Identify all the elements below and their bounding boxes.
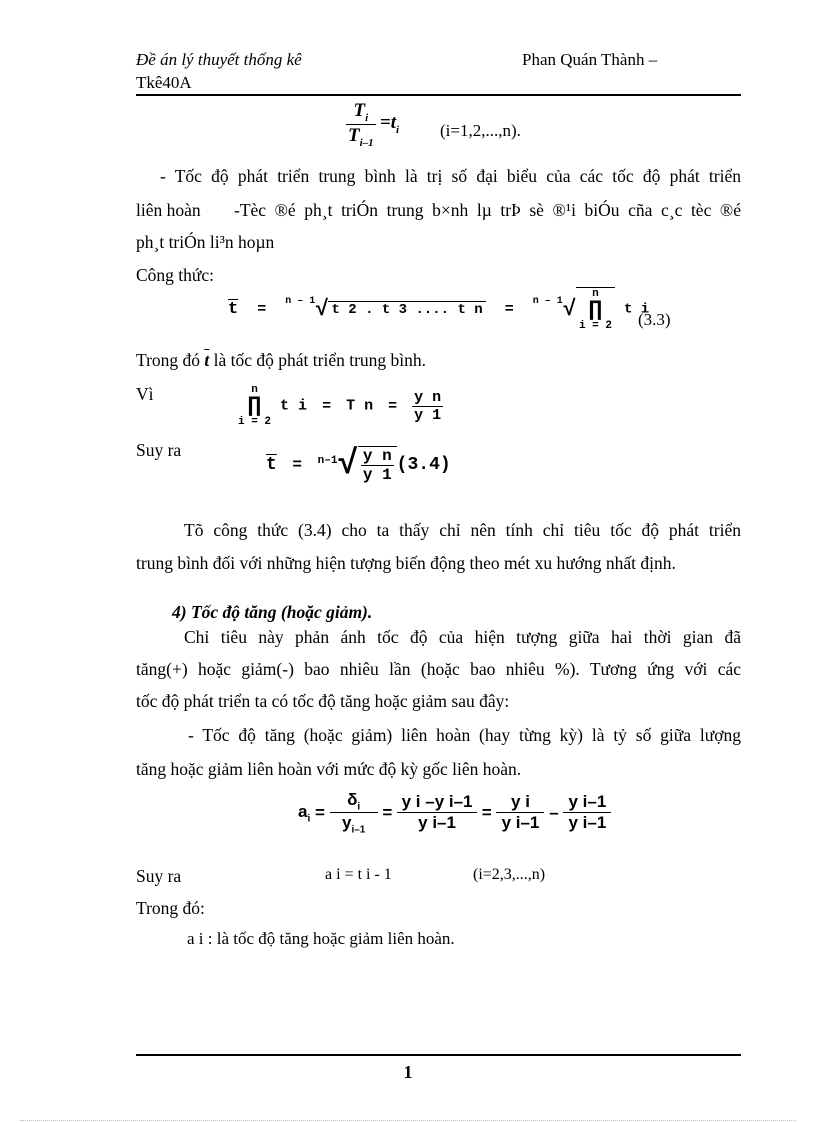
vi-label: Vì — [136, 384, 154, 404]
trong-do2-label: Trong đó: — [136, 898, 205, 918]
para4-line1: - Tốc độ tăng (hoặc giảm) liên hoàn (hay từng kỳ) là tỷ số giữa lượng — [188, 725, 741, 745]
formula-3-3-label: (3.3) — [638, 310, 671, 329]
section-title: 4) Tốc độ tăng (hoặc giảm). — [172, 602, 373, 622]
formula-3-3: $\overline{t} = ^{n - 1}√$ t 2 . t 3 .... t n = $^{n - 1}$√ n ∏ i = 2 t i — [228, 288, 650, 332]
para1-line2a: liên hoàn — [136, 200, 201, 220]
para1-line3: ph¸t triÓn li³n hoµn — [136, 232, 275, 252]
para3-line3: tốc độ phát triển ta có tốc độ tăng hoặc giảm sau đây: — [136, 691, 510, 711]
footer-rule — [136, 1054, 741, 1056]
formula-vi: n ∏ i = 2 t i = T n = $\frac{\text{y n}}{y 1}$ — [238, 384, 442, 428]
trong-do-line: Trong đó $\overline{t}$ là tốc độ phát triển trung bình. — [136, 350, 427, 370]
formula-3-4: $\overline{t} = ^{n-1}√$ $\frac{\text{y n}}{y 1}$ (3.4) — [266, 446, 451, 484]
formula-ratio: $\frac{T_i}{T_{i-1}}$ $=t_i$ — [348, 100, 400, 149]
suy-ra2-label: Suy ra — [136, 866, 182, 886]
formula-range: (i=1,2,...,n). — [440, 121, 521, 140]
suy-ra2-range: (i=2,3,...,n) — [473, 866, 546, 883]
suy-ra-label: Suy ra — [136, 440, 182, 460]
header-rule — [136, 94, 741, 96]
para4-line2: tăng hoặc giảm liên hoàn với mức độ kỳ gốc liên hoàn. — [136, 759, 522, 779]
suy-ra2-formula: a i = t i - 1 — [325, 866, 392, 883]
para2-line2: trung bình đối với những hiện tượng biến động theo mét xu hướng nhất định. — [136, 553, 676, 573]
para3-line1: Chỉ tiêu này phản ánh tốc độ của hiện tượng giữa hai thời gian đã — [184, 627, 741, 647]
header-author: Phan Quán Thành – — [522, 50, 658, 69]
page-number: 1 — [403, 1062, 413, 1082]
header-title: Đề án lý thuyết thống kê — [136, 50, 302, 69]
para1-line1: - Tốc độ phát triển trung bình là trị số đại biểu của các tốc độ phát triển — [160, 166, 741, 186]
para2-line1: Tõ công thức (3.4) cho ta thấy chỉ nên tính chỉ tiêu tốc độ phát triển — [184, 520, 741, 540]
formula-ai: $a_i$ = $\frac{\delta_i}{y_{i-1}}$ = $\frac{\text{y i –y i–1}}{\text{y i–1}}$ = $\frac{\text{y i}}{\text{y i–1}}$ – $\frac{\text{y i–1}}{\text{y i–1}}$ — [298, 790, 611, 836]
para1-line2b: -Tèc ®é ph¸t triÓn trung b×nh lµ trÞ sè ®¹i biÓu cña c¸c tèc ®é — [234, 200, 741, 220]
para3-line2: tăng(+) hoặc giảm(-) bao nhiêu lần (hoặc bao nhiêu %). Tương ứng với các — [136, 659, 741, 679]
ai-definition: a i : là tốc độ tăng hoặc giảm liên hoàn. — [187, 929, 455, 948]
header-class: Tkê40A — [136, 73, 192, 92]
cong-thuc-label: Công thức: — [136, 265, 215, 285]
page-border — [20, 1120, 796, 1121]
